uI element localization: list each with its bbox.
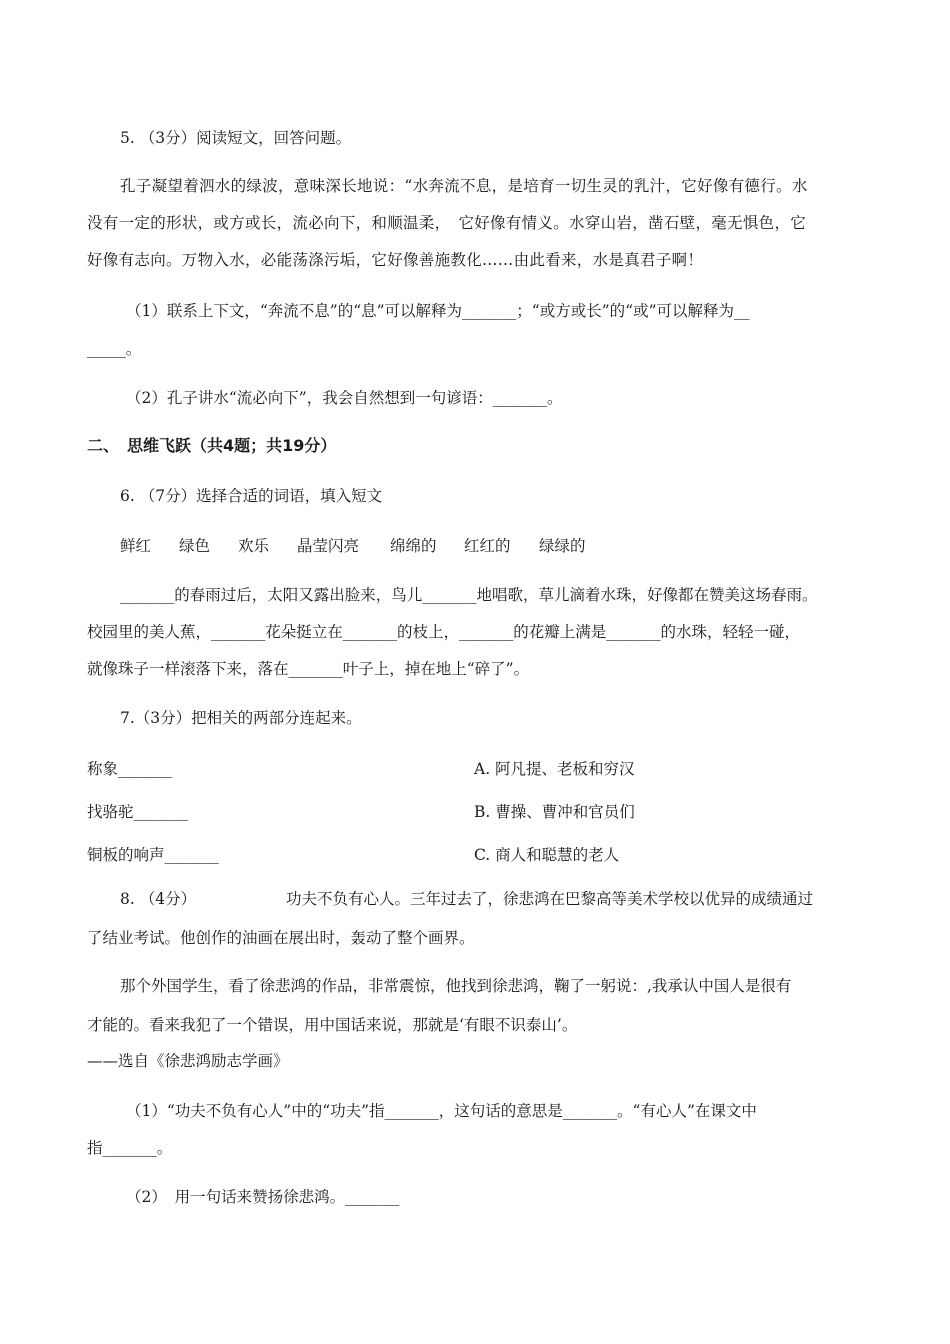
q8-text-line-2: 了结业考试。他创作的油画在展出时，轰动了整个画界。 [87,929,475,947]
q8-text-line-1: 功夫不负有心人。三年过去了，徐悲鸿在巴黎高等美术学校以优异的成绩通过 [286,890,814,908]
q5-passage-line-1: 孔子凝望着泗水的绿波，意味深长地说：“水奔流不息，是培育一切生灵的乳汁，它好像有德行。水 [120,177,808,195]
section-title: 二、 思维飞跃（共4题；共19分） [87,436,337,455]
q8-source: ——选自《徐悲鸿励志学画》 [87,1052,289,1070]
q5-passage-line-3: 好像有志向。万物入水，必能荡涤污垢，它好像善施教化……由此看来，水是真君子啊！ [87,251,704,269]
q5-sub2: （2）孔子讲水“流必向下”，我会自然想到一句谚语：_______。 [126,389,563,407]
q8-para-line-1: 那个外国学生，看了徐悲鸿的作品，非常震惊，他找到徐悲鸿，鞠了一躬说：,我承认中国人是很有 [120,977,792,995]
q5-sub1-line-1: （1）联系上下文，“奔流不息”的“息”可以解释为_______；“或方或长”的“或”可以解释为__ [126,302,750,320]
q7-left-item: 称象_______ [87,760,173,778]
word-option: 绿绿的 [539,537,586,555]
q6-text-line-3: 就像珠子一样滚落下来，落在_______叶子上，掉在地上“碎了”。 [87,660,530,678]
q6-text-line-1: _______的春雨过后，太阳又露出脸来，鸟儿_______地唱歌，草儿滴着水珠，好像都在赞美这场春雨。 [120,586,818,604]
q5-header: 5. （3分）阅读短文，回答问题。 [120,129,352,147]
word-option: 红红的 [464,537,511,555]
word-option: 鲜红 [120,537,152,555]
q7-header: 7.（3分）把相关的两部分连起来。 [120,709,362,727]
q8-number: 8. （4分） [120,890,197,908]
q6-text-line-2: 校园里的美人蕉，_______花朵挺立在_______的枝上，_______的花瓣上满是_______的水珠，轻轻一碰， [87,623,801,641]
q8-sub1-line-1: （1）“功夫不负有心人”中的“功夫”指_______，这句话的意思是_______。“有心人”在课文中 [126,1102,757,1120]
q7-right-item: B. 曹操、曹冲和官员们 [474,803,635,821]
q7-right-item: C. 商人和聪慧的老人 [474,846,620,864]
q8-sub1-line-2: 指_______。 [87,1139,173,1157]
word-option: 欢乐 [238,537,270,555]
q6-header: 6. （7分）选择合适的词语，填入短文 [120,487,383,505]
q8-para-line-2: 才能的。看来我犯了一个错误，用中国话来说，那就是‘有眼不识泰山’。 [87,1016,578,1034]
word-option: 绿色 [179,537,211,555]
q5-sub1-line-2: _____。 [87,340,142,358]
word-option: 绵绵的 [390,537,437,555]
q7-right-item: A. 阿凡提、老板和穷汉 [474,760,635,778]
q5-passage-line-2: 没有一定的形状，或方或长，流必向下，和顺温柔， 它好像有情义。水穿山岩，凿石壁，毫无惧色，它 [87,214,807,232]
word-option: 晶莹闪亮 [297,537,360,555]
q7-left-item: 铜板的响声_______ [87,846,219,864]
q8-sub2: （2） 用一句话来赞扬徐悲鸿。_______ [126,1188,400,1206]
q7-left-item: 找骆驼_______ [87,803,188,821]
